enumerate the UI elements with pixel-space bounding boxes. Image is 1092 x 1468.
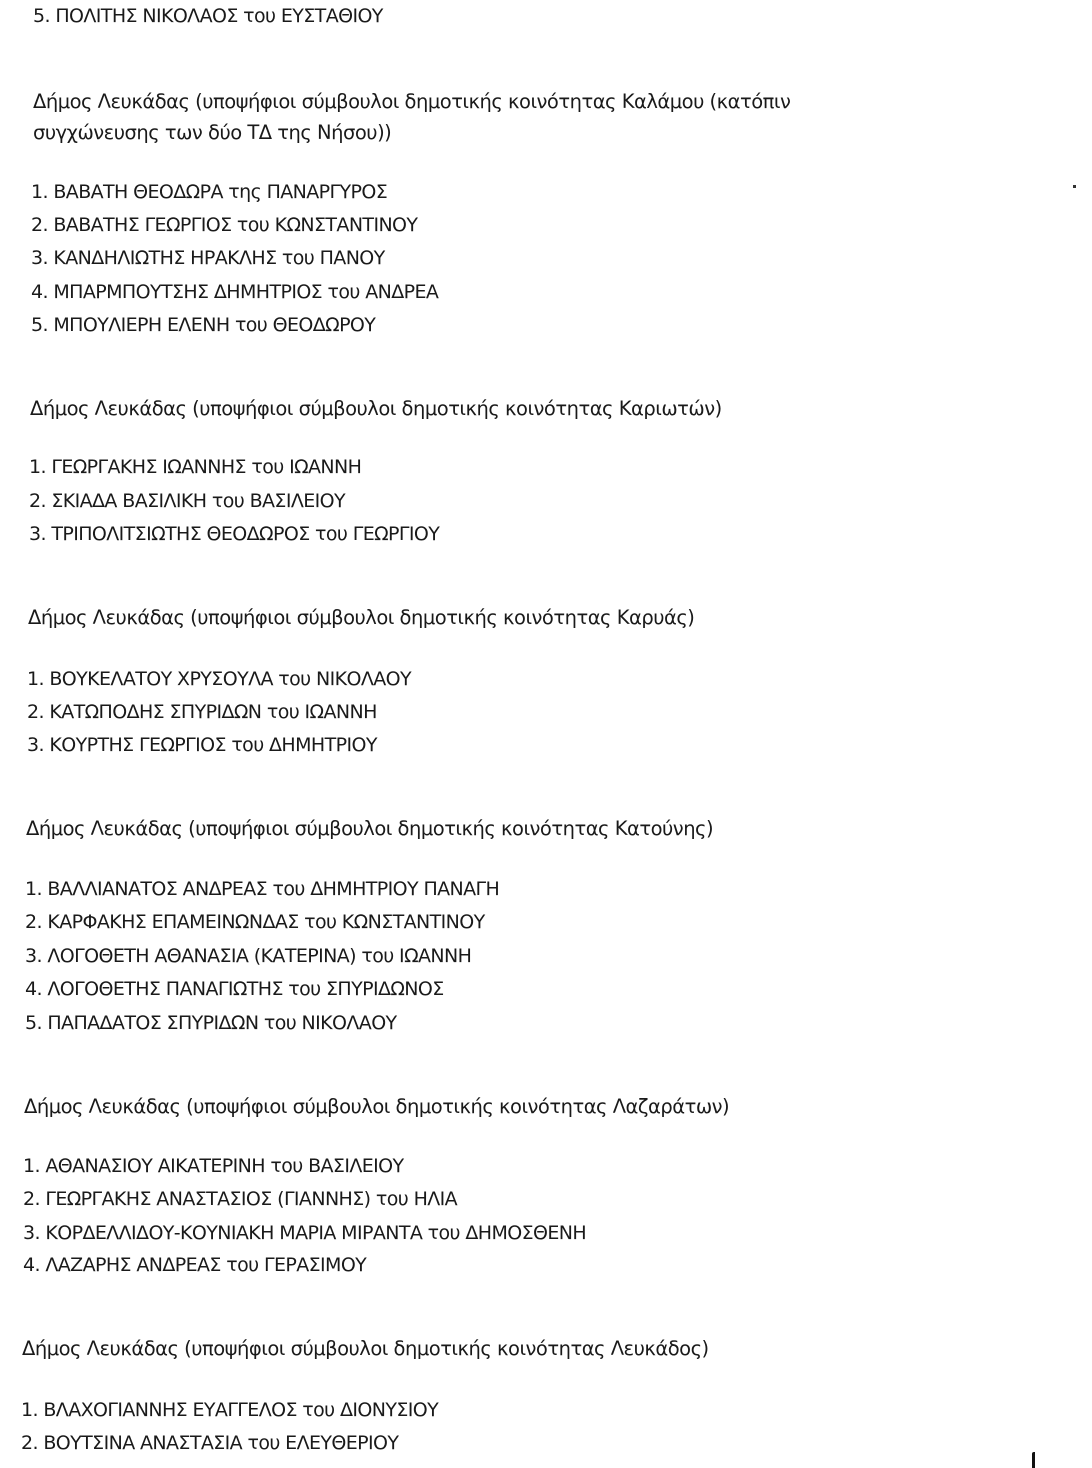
section-heading: Δήμος Λευκάδας (υποψήφιοι σύμβουλοι δημοτικής κοινότητας Λευκάδος) [22, 1337, 709, 1360]
list-item: 3. ΛΟΓΟΘΕΤΗ ΑΘΑΝΑΣΙΑ (ΚΑΤΕΡΙΝΑ) του ΙΩΑΝΝΗ [25, 945, 472, 967]
list-item: 5. ΜΠΟΥΛΙΕΡΗ ΕΛΕΝΗ του ΘΕΟΔΩΡΟΥ [31, 314, 376, 336]
list-item: 2. ΓΕΩΡΓΑΚΗΣ ΑΝΑΣΤΑΣΙΟΣ (ΓΙΑΝΝΗΣ) του ΗΛΙΑ [23, 1188, 458, 1210]
list-item: 3. ΚΟΥΡΤΗΣ ΓΕΩΡΓΙΟΣ του ΔΗΜΗΤΡΙΟΥ [27, 734, 377, 756]
list-item: 2. ΚΑΡΦΑΚΗΣ ΕΠΑΜΕΙΝΩΝΔΑΣ του ΚΩΝΣΤΑΝΤΙΝΟΥ [25, 911, 485, 933]
list-item: 2. ΚΑΤΩΠΟΔΗΣ ΣΠΥΡΙΔΩΝ του ΙΩΑΝΝΗ [27, 701, 377, 723]
list-item: 4. ΛΑΖΑΡΗΣ ΑΝΔΡΕΑΣ του ΓΕΡΑΣΙΜΟΥ [23, 1254, 367, 1276]
list-item: 1. ΒΑΒΑΤΗ ΘΕΟΔΩΡΑ της ΠΑΝΑΡΓΥΡΟΣ [31, 181, 388, 203]
list-item: 5. ΠΑΠΑΔΑΤΟΣ ΣΠΥΡΙΔΩΝ του ΝΙΚΟΛΑΟΥ [25, 1012, 397, 1034]
scan-artifact-dot [1073, 185, 1076, 188]
list-item: 5. ΠΟΛΙΤΗΣ ΝΙΚΟΛΑΟΣ του ΕΥΣΤΑΘΙΟΥ [33, 5, 383, 27]
list-item: 1. ΑΘΑΝΑΣΙΟΥ ΑΙΚΑΤΕΡΙΝΗ του ΒΑΣΙΛΕΙΟΥ [23, 1155, 404, 1177]
list-item: 1. ΓΕΩΡΓΑΚΗΣ ΙΩΑΝΝΗΣ του ΙΩΑΝΝΗ [29, 456, 362, 478]
list-item: 2. ΒΟΥΤΣΙΝΑ ΑΝΑΣΤΑΣΙΑ του ΕΛΕΥΘΕΡΙΟΥ [21, 1432, 399, 1454]
section-heading: Δήμος Λευκάδας (υποψήφιοι σύμβουλοι δημοτικής κοινότητας Κατούνης) [26, 817, 714, 840]
list-item: 2. ΣΚΙΑΔΑ ΒΑΣΙΛΙΚΗ του ΒΑΣΙΛΕΙΟΥ [29, 490, 345, 512]
list-item: 1. ΒΑΛΛΙΑΝΑΤΟΣ ΑΝΔΡΕΑΣ του ΔΗΜΗΤΡΙΟΥ ΠΑΝΑΓΗ [25, 878, 500, 900]
list-item: 4. ΛΟΓΟΘΕΤΗΣ ΠΑΝΑΓΙΩΤΗΣ του ΣΠΥΡΙΔΩΝΟΣ [25, 978, 444, 1000]
list-item: 2. ΒΑΒΑΤΗΣ ΓΕΩΡΓΙΟΣ του ΚΩΝΣΤΑΝΤΙΝΟΥ [31, 214, 418, 236]
list-item: 3. ΤΡΙΠΟΛΙΤΣΙΩΤΗΣ ΘΕΟΔΩΡΟΣ του ΓΕΩΡΓΙΟΥ [29, 523, 440, 545]
list-item: 1. ΒΟΥΚΕΛΑΤΟΥ ΧΡΥΣΟΥΛΑ του ΝΙΚΟΛΑΟΥ [27, 668, 411, 690]
list-item: 3. ΚΟΡΔΕΛΛΙΔΟΥ-ΚΟΥΝΙΑΚΗ ΜΑΡΙΑ ΜΙΡΑΝΤΑ του ΔΗΜΟΣΘΕΝΗ [23, 1222, 587, 1244]
scan-artifact-mark [1032, 1452, 1035, 1468]
section-heading-continuation: συγχώνευσης των δύο ΤΔ της Νήσου)) [33, 121, 392, 144]
list-item: 3. ΚΑΝΔΗΛΙΩΤΗΣ ΗΡΑΚΛΗΣ του ΠΑΝΟΥ [31, 247, 385, 269]
section-heading: Δήμος Λευκάδας (υποψήφιοι σύμβουλοι δημοτικής κοινότητας Λαζαράτων) [24, 1095, 730, 1118]
list-item: 1. ΒΛΑΧΟΓΙΑΝΝΗΣ ΕΥΑΓΓΕΛΟΣ του ΔΙΟΝΥΣΙΟΥ [21, 1399, 439, 1421]
section-heading: Δήμος Λευκάδας (υποψήφιοι σύμβουλοι δημοτικής κοινότητας Καρυάς) [28, 606, 695, 629]
section-heading: Δήμος Λευκάδας (υποψήφιοι σύμβουλοι δημοτικής κοινότητας Καλάμου (κατόπιν [33, 90, 791, 113]
section-heading: Δήμος Λευκάδας (υποψήφιοι σύμβουλοι δημοτικής κοινότητας Καριωτών) [30, 397, 722, 420]
list-item: 4. ΜΠΑΡΜΠΟΥΤΣΗΣ ΔΗΜΗΤΡΙΟΣ του ΑΝΔΡΕΑ [31, 281, 439, 303]
